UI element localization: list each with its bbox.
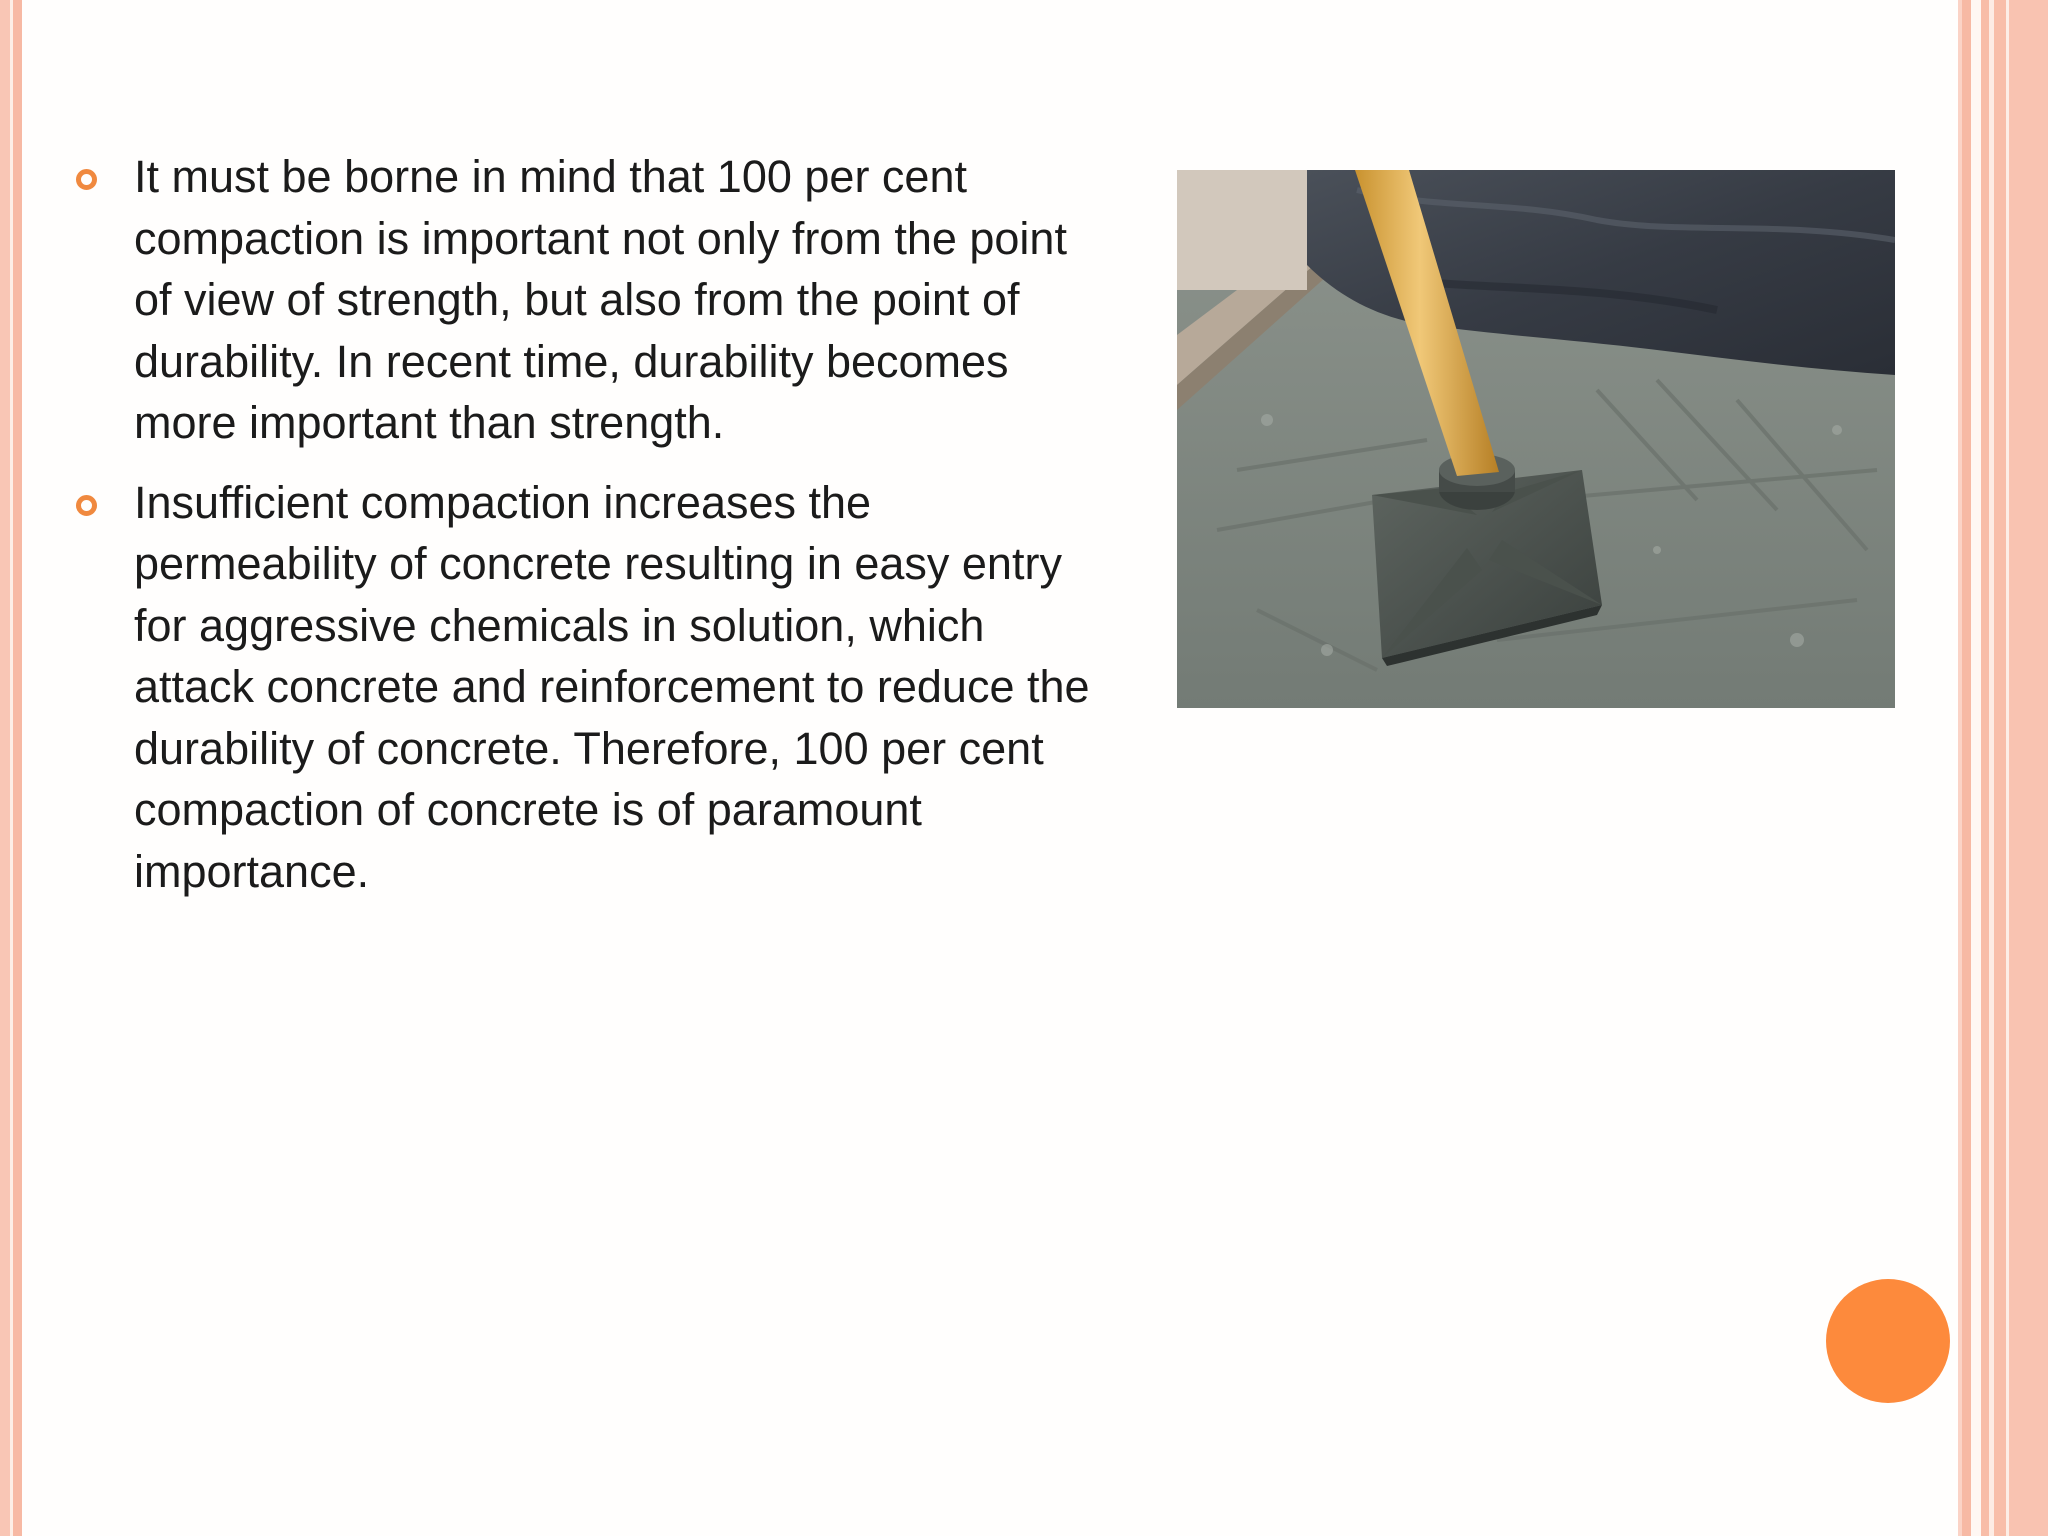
right-border-stripe xyxy=(1981,0,1989,1536)
bullet-list xyxy=(70,146,1090,920)
bullet-text: Insufficient compaction increases the permeability of concrete resulting in easy entry for aggressive chemicals in solution, which attack concrete and reinforcement to reduce the durability of concrete. Therefore, 100 per cent compaction of concrete is of paramount importance. xyxy=(134,476,1090,897)
right-border-stripe xyxy=(2009,0,2048,1536)
bullet-item xyxy=(70,472,1090,903)
right-border-stripe xyxy=(1994,0,2006,1536)
bullet-item xyxy=(70,146,1090,454)
bullet-text: It must be borne in mind that 100 per cent compaction is important not only from the point of view of strength, but also from the point of durability. In recent time, durability becomes more important than strength. xyxy=(134,151,1067,448)
left-border-stripe xyxy=(13,0,22,1536)
hollow-circle-bullet-icon xyxy=(76,169,97,190)
orange-circle-decoration xyxy=(1826,1279,1950,1403)
left-border-stripe xyxy=(0,0,10,1536)
hollow-circle-bullet-icon xyxy=(76,495,97,516)
right-border-stripe xyxy=(1962,0,1971,1536)
concrete-tamper-illustration xyxy=(1177,170,1895,708)
right-border-stripe xyxy=(1971,0,1981,1536)
concrete-tamper-photo xyxy=(1177,170,1895,708)
